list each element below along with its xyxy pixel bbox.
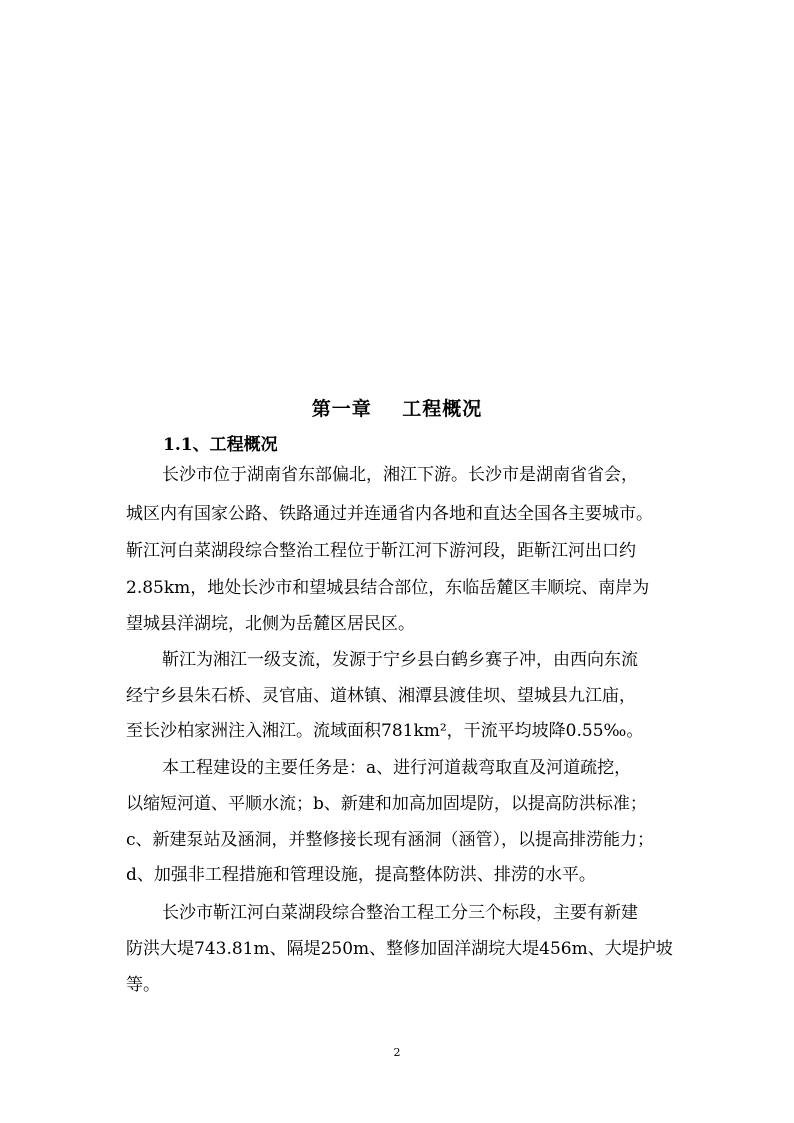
paragraph-1-line-4: 2.85km，地处长沙市和望城县结合部位，东临岳麓区丰顺垸、南岸为: [126, 578, 650, 598]
paragraph-3-line-3: c、新建泵站及涵洞，并整修接长现有涵洞（涵管），以提高排涝能力；: [126, 830, 655, 850]
paragraph-4-line-2: 防洪大堤743.81m、隔堤250m、整修加固洋湖垸大堤456m、大堤护坡: [126, 939, 673, 959]
paragraph-4-line-3: 等。: [126, 975, 160, 995]
page-number: 2: [393, 1046, 401, 1059]
paragraph-3-line-2: 以缩短河道、平顺水流；b、新建和加高加固堤防，以提高防洪标准；: [126, 794, 647, 814]
paragraph-2-line-2: 经宁乡县朱石桥、灵官庙、道林镇、湘潭县渡佳坝、望城县九江庙，: [126, 686, 636, 706]
section-heading: 1.1、工程概况: [163, 435, 278, 455]
paragraph-1-line-3: 靳江河白菜湖段综合整治工程位于靳江河下游河段，距靳江河出口约: [126, 541, 636, 561]
paragraph-2-line-1: 靳江为湘江一级支流，发源于宁乡县白鹤乡赛子冲，由西向东流: [162, 650, 638, 670]
chapter-title: 第一章 工程概况: [311, 398, 483, 420]
paragraph-3-line-4: d、加强非工程措施和管理设施，提高整体防洪、排涝的水平。: [126, 865, 596, 885]
paragraph-4-line-1: 长沙市靳江河白菜湖段综合整治工程工分三个标段，主要有新建: [162, 903, 638, 923]
paragraph-1-line-5: 望城县洋湖垸，北侧为岳麓区居民区。: [126, 614, 415, 634]
paragraph-3-line-1: 本工程建设的主要任务是：a、进行河道裁弯取直及河道疏挖，: [162, 758, 632, 778]
paragraph-1-line-2: 城区内有国家公路、铁路通过并连通省内各地和直达全国各主要城市。: [126, 504, 653, 524]
paragraph-2-line-3: 至长沙柏家洲注入湘江。流域面积781km²，干流平均坡降0.55‰。: [126, 721, 644, 741]
paragraph-1-line-1: 长沙市位于湖南省东部偏北，湘江下游。长沙市是湖南省省会，: [162, 465, 638, 485]
